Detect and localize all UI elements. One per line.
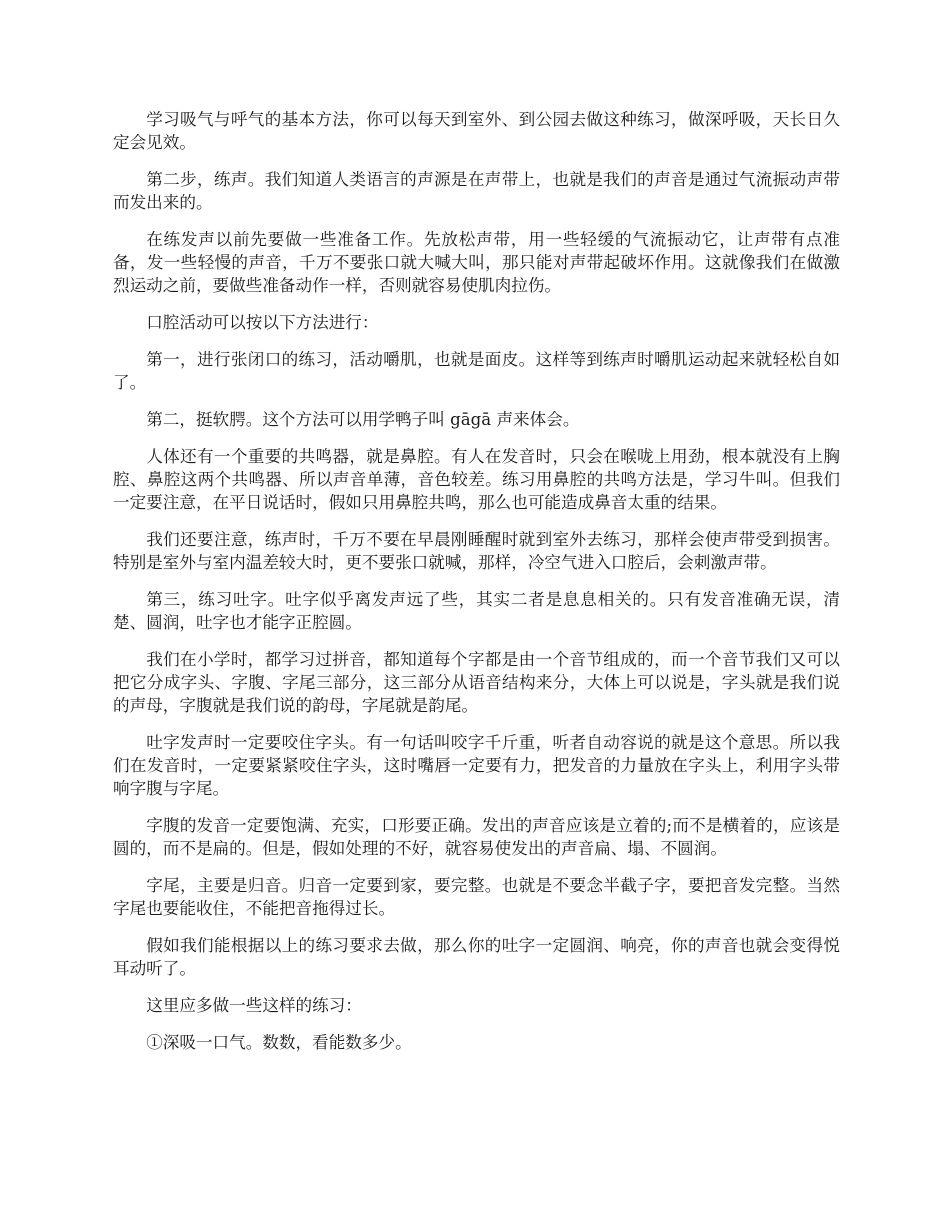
paragraph: ①深吸一口气。数数，看能数多少。 — [146, 1033, 412, 1052]
paragraph: 第三，练习吐字。吐字似乎离发声远了些，其实二者是息息相关的。只有发音准确无误，清楚、圆润，吐字也才能字正腔圆。 — [113, 590, 840, 632]
document-body — [113, 108, 840, 1068]
paragraph: 这里应多做一些这样的练习： — [146, 996, 362, 1015]
paragraph: 我们在小学时，都学习过拼音，都知道每个字都是由一个音节组成的，而一个音节我们又可以把它分成字头、字腹、字尾三部分，这三部分从语音结构来分，大体上可以说是，字头就是我们说的声母，字腹就是我们说的韵母，字尾就是韵尾。 — [113, 650, 840, 715]
paragraph: 假如我们能根据以上的练习要求去做，那么你的吐字一定圆润、响亮，你的声音也就会变得悦耳动听了。 — [113, 936, 840, 978]
paragraph: 第一，进行张闭口的练习，活动嚼肌，也就是面皮。这样等到练声时嚼肌运动起来就轻松自如了。 — [113, 350, 840, 392]
paragraph: 在练发声以前先要做一些准备工作。先放松声带，用一些轻缓的气流振动它，让声带有点准备，发一些轻慢的声音，千万不要张口就大喊大叫，那只能对声带起破坏作用。这就像我们在做激烈运动之前，要做些准备动作一样，否则就容易使肌肉拉伤。 — [113, 230, 840, 295]
paragraph: 我们还要注意，练声时，千万不要在早晨刚睡醒时就到室外去练习，那样会使声带受到损害。特别是室外与室内温差较大时，更不要张口就喊，那样，冷空气进入口腔后，会刺激声带。 — [113, 530, 840, 572]
paragraph: 字尾，主要是归音。归音一定要到家，要完整。也就是不要念半截子字，要把音发完整。当然字尾也要能收住，不能把音拖得过长。 — [113, 876, 840, 918]
paragraph: 学习吸气与呼气的基本方法，你可以每天到室外、到公园去做这种练习，做深呼吸，天长日久定会见效。 — [113, 110, 840, 152]
paragraph: 口腔活动可以按以下方法进行： — [146, 313, 379, 332]
paragraph: 字腹的发音一定要饱满、充实，口形要正确。发出的声音应该是立着的;而不是横着的，应该是圆的，而不是扁的。但是，假如处理的不好，就容易使发出的声音扁、塌、不圆润。 — [113, 816, 840, 858]
paragraph: 吐字发声时一定要咬住字头。有一句话叫咬字千斤重，听者自动容说的就是这个意思。所以我们在发音时，一定要紧紧咬住字头，这时嘴唇一定要有力，把发音的力量放在字头上，利用字头带响字腹与字尾。 — [113, 733, 840, 798]
paragraph: 第二，挺软腭。这个方法可以用学鸭子叫 gāgā 声来体会。 — [146, 410, 580, 429]
paragraph: 第二步，练声。我们知道人类语言的声源是在声带上，也就是我们的声音是通过气流振动声带而发出来的。 — [113, 170, 840, 212]
paragraph: 人体还有一个重要的共鸣器，就是鼻腔。有人在发音时，只会在喉咙上用劲，根本就没有上胸腔、鼻腔这两个共鸣器、所以声音单薄，音色较差。练习用鼻腔的共鸣方法是，学习牛叫。但我们一定要注意，在平日说话时，假如只用鼻腔共鸣，那么也可能造成鼻音太重的结果。 — [113, 447, 840, 512]
